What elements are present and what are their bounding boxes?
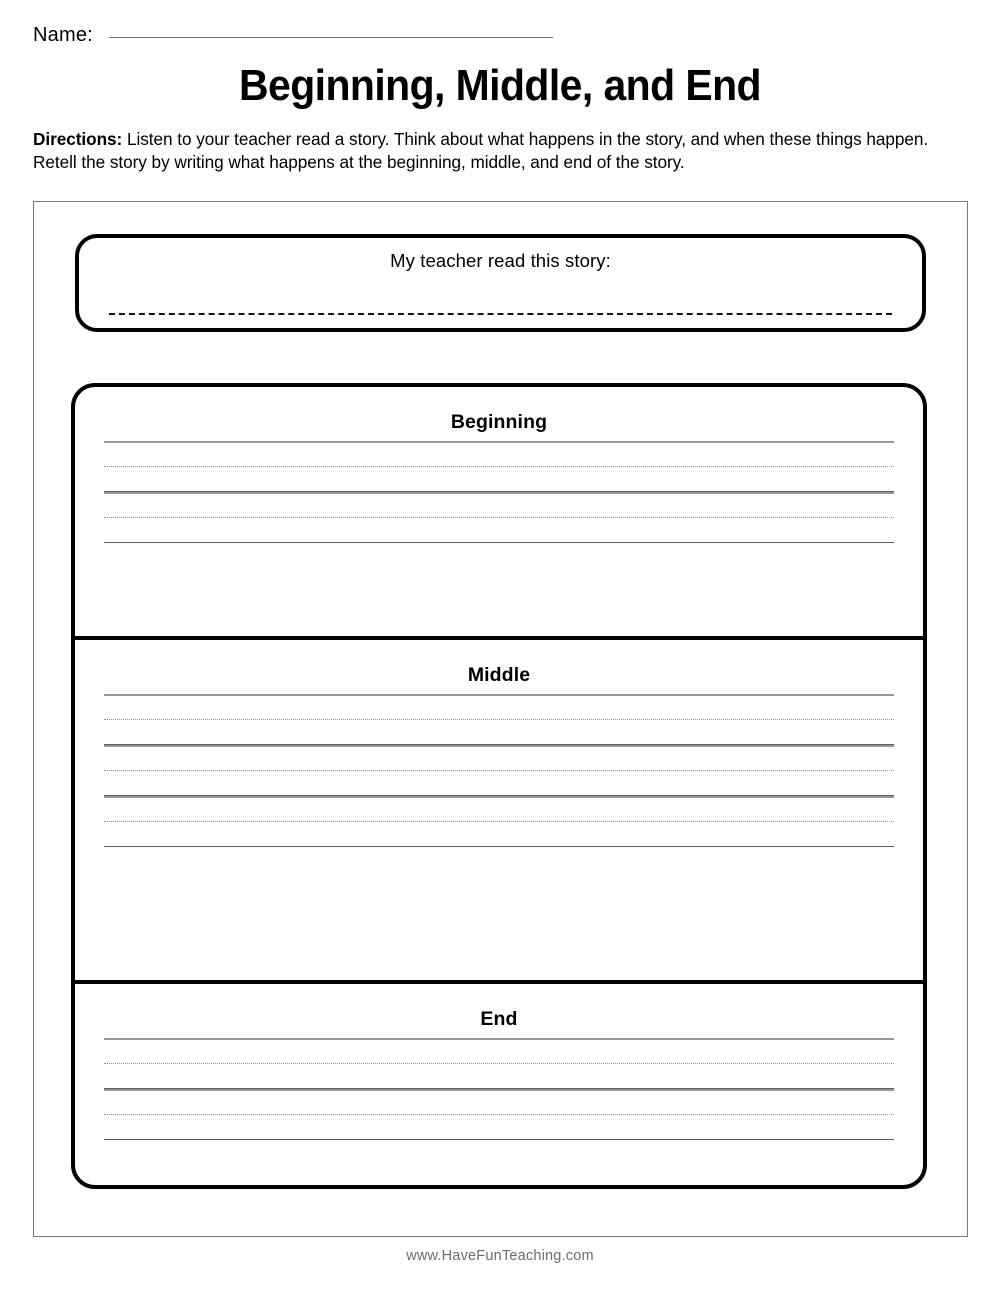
footer-website: www.HaveFunTeaching.com [406,1248,594,1264]
name-write-line[interactable] [109,36,553,38]
story-prompt-label: My teacher read this story: [390,250,611,271]
line-group[interactable] [104,796,894,847]
line-group[interactable] [104,745,894,796]
line-group[interactable] [104,492,894,543]
line-baseline [104,542,894,543]
line-midline-dotted [104,517,894,518]
writing-lines-middle[interactable] [104,694,894,847]
directions-body: Listen to your teacher read a story. Think about what happens in the story, and when these things happen. Retell the story by writing what happens at the beginning, middle, and end of the story. [33,129,929,172]
line-top [104,745,894,747]
directions-label: Directions: [33,129,123,149]
section-end [75,980,923,1184]
line-group[interactable] [104,694,894,745]
line-group[interactable] [104,1089,894,1140]
line-baseline [104,1139,894,1140]
line-midline-dotted [104,466,894,467]
name-label: Name: [33,24,93,46]
line-group[interactable] [104,441,894,492]
section-heading-middle: Middle [467,664,531,686]
directions-paragraph [33,128,953,174]
line-midline-dotted [104,1063,894,1064]
story-title-box[interactable] [75,234,926,332]
section-beginning [75,387,923,636]
line-top [104,441,894,443]
line-top [104,1038,894,1040]
line-top [104,1089,894,1091]
line-top [104,492,894,494]
page-title: Beginning, Middle, and End [239,61,761,110]
line-midline-dotted [104,719,894,720]
line-group[interactable] [104,1038,894,1089]
section-middle [75,636,923,980]
section-heading-end: End [480,1008,518,1030]
section-heading-beginning: Beginning [450,411,548,433]
story-sections-box [71,383,927,1189]
writing-lines-beginning[interactable] [104,441,894,543]
line-top [104,694,894,696]
name-row [33,24,553,54]
story-title-write-line[interactable] [109,313,892,315]
line-midline-dotted [104,770,894,771]
line-top [104,796,894,798]
line-midline-dotted [104,821,894,822]
line-midline-dotted [104,1114,894,1115]
line-baseline [104,846,894,847]
writing-lines-end[interactable] [104,1038,894,1140]
